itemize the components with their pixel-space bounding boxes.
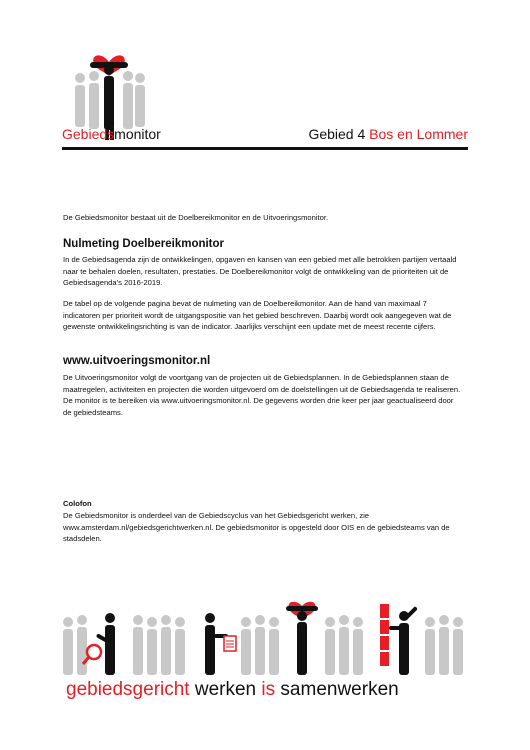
brand-title [62, 126, 161, 142]
header [62, 126, 468, 148]
header-rule [62, 147, 468, 150]
area-number: Gebied 4 [308, 126, 366, 142]
section1-paragraph1: In de Gebiedsagenda zijn de ontwikkelingen, opgaven en kansen van een gebied met alle betrokken partijen vertaald naar te behalen doelen, resultaten, prestaties. De Doelbereikmonitor volgt de ontwikkeling van de prioriteiten uit de Gebiedsagenda's 2016-2019. [63, 255, 457, 287]
brand-black: monitor [114, 126, 161, 142]
document-person-icon [205, 613, 236, 675]
slogan-part4: samenwerken [275, 679, 399, 700]
stack-person-icon [380, 604, 418, 675]
magnifier-person-icon [83, 613, 115, 675]
section2-paragraph: De Uitvoeringsmonitor volgt de voortgang van de projecten uit de Gebiedsplannen. In de Gebiedsplannen staan de maatregelen, activiteiten en projecten die worden uitgevoerd om de doelstellingen uit de Gebiedsagenda te realiseren. De monitor is te bereiken via www.uitvoeringsmonitor.nl. De gegevens worden drie keer per jaar geactualiseerd door de gebiedsteams. [63, 373, 461, 417]
footer-illustration [60, 600, 470, 680]
area-name: Bos en Lommer [369, 126, 468, 142]
slogan [66, 679, 399, 701]
colofon-title: Colofon [63, 499, 92, 508]
section2-title: www.uitvoeringsmonitor.nl [63, 355, 211, 367]
slogan-part1: gebiedsgericht [66, 679, 190, 700]
section1-title: Nulmeting Doelbereikmonitor [63, 238, 225, 250]
section1-paragraph2: De tabel op de volgende pagina bevat de nulmeting van de Doelbereikmonitor. Aan de hand van maximaal 7 indicatoren per prioriteit wordt de uitgangspositie van het gebied beschreven. Daarbij wordt ook aangegeven wat de gewenste ontwikkelingsrichting is van de indicator. Jaarlijks verschijnt een update met de meest recente cijfers. [63, 299, 452, 331]
slogan-part3: is [261, 679, 276, 700]
brand-red: Gebieds [62, 126, 115, 142]
intro-text: De Gebiedsmonitor bestaat uit de Doelbereikmonitor en de Uitvoeringsmonitor. [63, 213, 329, 222]
heart-person-icon [286, 602, 318, 675]
slogan-part2: werken [189, 679, 262, 700]
colofon-paragraph: De Gebiedsmonitor is onderdeel van de Gebiedscyclus van het Gebiedsgericht werken, zie www.amsterdam.nl/gebiedsgerichtwerken.nl. De gebiedsmonitor is opgesteld door OIS en de gebiedsteams van de stadsdelen. [63, 511, 450, 543]
area-title [308, 126, 468, 142]
